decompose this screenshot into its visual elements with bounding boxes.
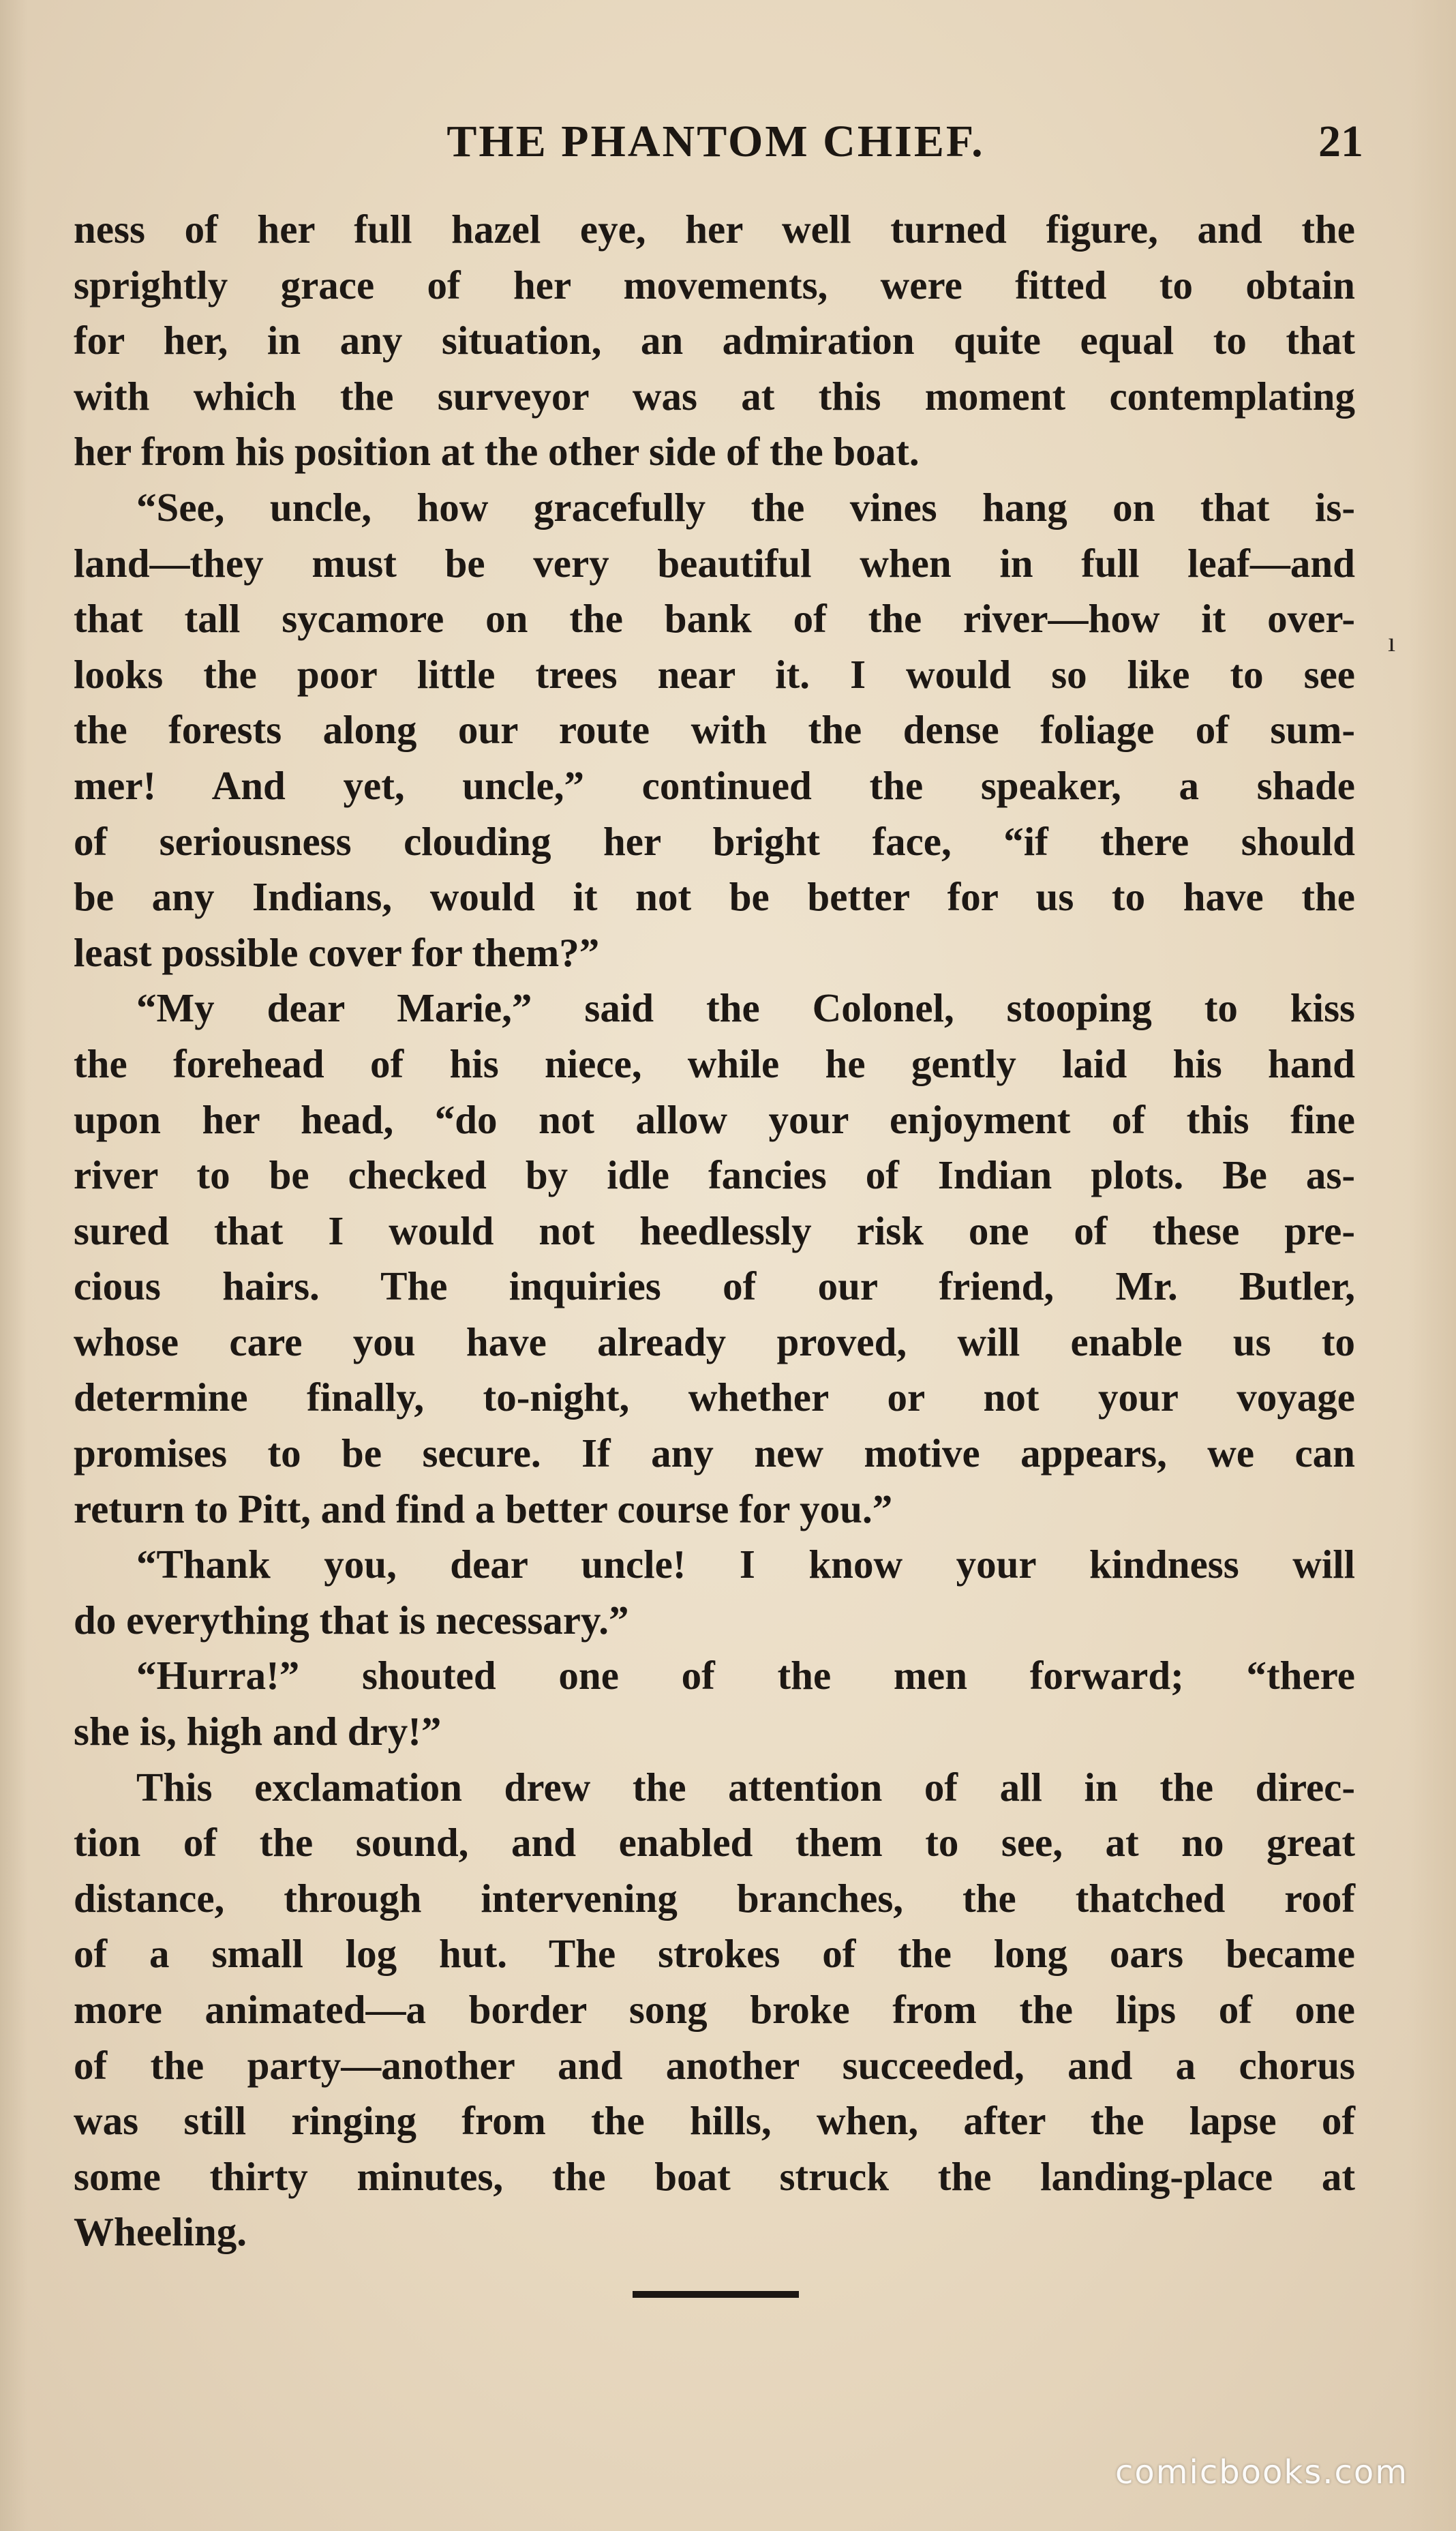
text-line: river to be checked by idle fancies of Indian plots. Be as- <box>74 1152 1355 1198</box>
text-line: distance, through intervening branches, the thatched roof <box>74 1875 1355 1921</box>
page-edge-shadow-right <box>1408 0 1456 2531</box>
text-line: This exclamation drew the attention of all in the direc- <box>136 1764 1355 1810</box>
text-line: promises to be secure. If any new motive appears, we can <box>74 1431 1355 1476</box>
body-text <box>74 202 1355 2260</box>
text-line: “See, uncle, how gracefully the vines hang on that is- <box>136 484 1355 530</box>
text-line: determine finally, to-night, whether or not your voyage <box>74 1375 1355 1420</box>
text-line: sured that I would not heedlessly risk one of these pre- <box>74 1208 1355 1253</box>
watermark: comicbooks.com <box>1114 2453 1408 2491</box>
text-line: ness of her full hazel eye, her well turned figure, and the <box>74 207 1355 252</box>
stray-ink-mark: ı <box>1388 627 1396 657</box>
text-line: of the party—another and another succeeded, and a chorus <box>74 2042 1355 2088</box>
text-line: that tall sycamore on the bank of the river—how it over- <box>74 596 1355 642</box>
text-line: the forests along our route with the dense foliage of sum- <box>74 707 1355 753</box>
text-line: mer! And yet, uncle,” continued the speaker, a shade <box>74 762 1355 808</box>
text-line: be any Indians, would it not be better for us to have the <box>74 874 1355 920</box>
text-line: the forehead of his niece, while he gently laid his hand <box>74 1040 1355 1086</box>
text-line: of a small log hut. The strokes of the long oars became <box>74 1931 1355 1977</box>
text-line: her from his position at the other side of the boat. <box>74 429 920 475</box>
text-line: for her, in any situation, an admiration quite equal to that <box>74 318 1355 363</box>
text-line: tion of the sound, and enabled them to see, at no great <box>74 1820 1355 1866</box>
text-line: she is, high and dry!” <box>74 1709 442 1754</box>
text-line: of seriousness clouding her bright face, “if there should <box>74 818 1355 864</box>
page-number: 21 <box>1318 117 1363 166</box>
text-line: Wheeling. <box>74 2209 247 2255</box>
text-line: with which the surveyor was at this moment contemplating <box>74 373 1355 419</box>
text-line: looks the poor little trees near it. I would so like to see <box>74 651 1355 697</box>
text-line: least possible cover for them?” <box>74 929 600 975</box>
text-line: sprightly grace of her movements, were fitted to obtain <box>74 262 1355 308</box>
page-header <box>68 116 1363 177</box>
text-line: cious hairs. The inquiries of our friend, Mr. Butler, <box>74 1263 1355 1309</box>
text-line: “Hurra!” shouted one of the men forward; “there <box>136 1653 1355 1698</box>
page-edge-shadow-left <box>0 0 27 2531</box>
text-line: return to Pitt, and find a better course for you.” <box>74 1486 893 1531</box>
text-line: whose care you have already proved, will enable us to <box>74 1319 1355 1364</box>
text-line: was still ringing from the hills, when, after the lapse of <box>74 2098 1355 2144</box>
text-line: upon her head, “do not allow your enjoyment of this fine <box>74 1096 1355 1142</box>
running-title: THE PHANTOM CHIEF. <box>446 117 985 166</box>
text-line: land—they must be very beautiful when in full leaf—and <box>74 540 1355 586</box>
text-line: more animated—a border song broke from the lips of one <box>74 1987 1355 2032</box>
section-end-rule <box>633 2291 799 2298</box>
text-line: “Thank you, dear uncle! I know your kindness will <box>136 1542 1355 1587</box>
text-line: “My dear Marie,” said the Colonel, stooping to kiss <box>136 985 1355 1031</box>
text-line: some thirty minutes, the boat struck the landing-place at <box>74 2153 1355 2199</box>
text-line: do everything that is necessary.” <box>74 1597 629 1643</box>
